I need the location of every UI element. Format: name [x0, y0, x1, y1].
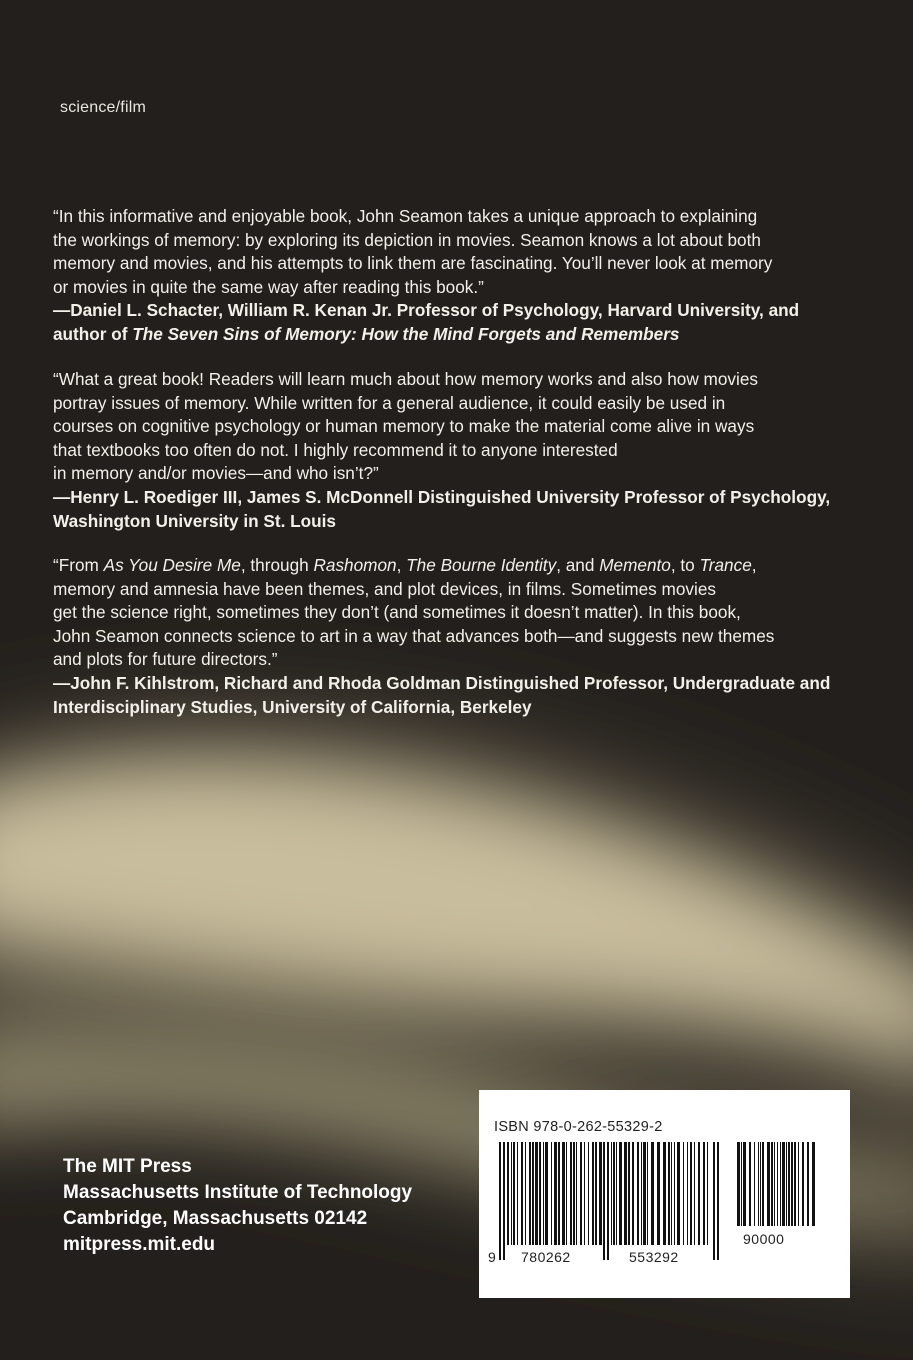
blurb-attribution-continued: Interdisciplinary Studies, University of California, Berkeley: [53, 696, 532, 717]
barcode-right-digits: 553292: [629, 1249, 679, 1265]
blurb-roediger: [53, 368, 853, 533]
barcode-bar: [539, 1142, 541, 1245]
isbn-label: ISBN 978-0-262-55329-2: [494, 1119, 663, 1135]
film-title: Trance: [699, 555, 752, 575]
blurb-attribution-continued: Washington University in St. Louis: [53, 510, 336, 531]
barcode-bar: [780, 1142, 781, 1226]
blurb-attribution: —John F. Kihlstrom, Richard and Rhoda Goldman Distinguished Professor, Undergraduate and: [53, 672, 831, 693]
barcode-bar: [503, 1142, 505, 1260]
film-title: Rashomon: [313, 555, 397, 575]
film-title: Memento: [599, 555, 671, 575]
barcode-bar: [807, 1142, 809, 1226]
barcode-lead-digit: 9: [488, 1249, 497, 1265]
blurb-line: in memory and/or movies—and who isn’t?”: [53, 463, 379, 484]
text-run: “From: [53, 555, 104, 575]
barcode-bar: [607, 1142, 609, 1260]
barcode-bar: [786, 1142, 787, 1226]
barcode-bar: [774, 1142, 775, 1226]
publisher-name: The MIT Press: [63, 1156, 192, 1177]
barcode-bar: [521, 1142, 523, 1245]
blurb-line: that textbooks too often do not. I highly recommend it to anyone interested: [53, 439, 618, 460]
barcode-bar: [743, 1142, 746, 1226]
barcode-image: [479, 1090, 850, 1298]
barcode-bar: [651, 1142, 654, 1245]
barcode-bar: [525, 1142, 526, 1245]
barcode-panel: [479, 1090, 850, 1298]
barcode-bar: [632, 1142, 634, 1245]
blurb-line: [53, 554, 853, 578]
text-run: , and: [556, 555, 600, 575]
barcode-bar: [543, 1142, 544, 1245]
barcode-bar: [595, 1142, 597, 1245]
publisher-block: [63, 1154, 412, 1258]
barcode-bar: [611, 1142, 612, 1245]
barcode-bar: [566, 1142, 567, 1245]
barcode-bar: [674, 1142, 675, 1245]
barcode-bar: [703, 1142, 705, 1245]
film-title: The Bourne Identity: [406, 555, 557, 575]
barcode-bar: [562, 1142, 565, 1245]
blurb-schacter: [53, 205, 853, 347]
barcode-bar: [545, 1142, 548, 1245]
barcode-bar: [668, 1142, 670, 1245]
barcode-bar: [628, 1142, 630, 1245]
barcode-bar: [683, 1142, 684, 1245]
barcode-bar: [573, 1142, 575, 1245]
barcode-bar: [616, 1142, 617, 1245]
blurb-line: courses on cognitive psychology or human memory to make the material come alive in ways: [53, 416, 755, 437]
barcode-bar: [694, 1142, 695, 1245]
barcode-bar: [570, 1142, 572, 1245]
barcode-bar: [637, 1142, 639, 1245]
barcode-bar: [794, 1142, 796, 1226]
text-run: ,: [396, 555, 407, 575]
blurb-line: the workings of memory: by exploring its depiction in movies. Seamon knows a lot about both: [53, 229, 761, 250]
category-label: science/film: [60, 99, 146, 116]
book-title: The Seven Sins of Memory: How the Mind Forgets and Remembers: [132, 323, 680, 344]
barcode-bar: [558, 1142, 560, 1245]
barcode-bar: [698, 1142, 700, 1245]
blurb-line: “What a great book! Readers will learn much about how memory works and also how movies: [53, 369, 758, 389]
barcode-bar: [798, 1142, 799, 1226]
barcode-bar: [599, 1142, 602, 1245]
barcode-bar: [511, 1142, 512, 1245]
blurb-attribution: —Henry L. Roediger III, James S. McDonnell Distinguished University Professor of Psychology,: [53, 486, 831, 507]
barcode-bar: [613, 1142, 615, 1245]
barcode-bar: [576, 1142, 577, 1245]
barcode-bar: [717, 1142, 719, 1260]
barcode-bar: [687, 1142, 688, 1245]
blurb-line: memory and amnesia have been themes, and plot devices, in films. Sometimes movies: [53, 578, 716, 599]
barcode-bar: [791, 1142, 793, 1226]
barcode-bar: [788, 1142, 790, 1226]
blurb-line: or movies in quite the same way after reading this book.”: [53, 276, 484, 297]
blurb-line: get the science right, sometimes they don’t (and sometimes it doesn’t matter). In this book,: [53, 602, 741, 623]
barcode-bar: [592, 1142, 594, 1245]
barcode-bar: [758, 1142, 759, 1226]
publisher-institution: Massachusetts Institute of Technology: [63, 1182, 413, 1203]
barcode-bar: [584, 1142, 585, 1245]
barcode-bar: [737, 1142, 740, 1226]
text-run: ,: [751, 555, 757, 575]
blurb-line: portray issues of memory. While written for a general audience, it could easily be used in: [53, 392, 726, 413]
barcode-bar: [588, 1142, 589, 1245]
barcode-bar: [647, 1142, 648, 1245]
barcode-bar: [513, 1142, 515, 1245]
barcode-bar: [707, 1142, 708, 1245]
blurb-line: “In this informative and enjoyable book, John Seamon takes a unique approach to explaining: [53, 206, 758, 226]
blurb-attribution-continued: [53, 323, 853, 347]
blurb-line: memory and movies, and his attempts to link them are fascinating. You’ll never look at memory: [53, 253, 773, 274]
barcode-bar: [760, 1142, 761, 1226]
barcode-bar: [657, 1142, 660, 1245]
barcode-bar: [554, 1142, 557, 1245]
publisher-city: Cambridge, Massachusetts 02142: [63, 1208, 368, 1229]
barcode-bar: [619, 1142, 622, 1245]
blurb-attribution: —Daniel L. Schacter, William R. Kenan Jr. Professor of Psychology, Harvard University, and: [53, 300, 800, 321]
publisher-website: mitpress.mit.edu: [63, 1234, 216, 1255]
barcode-bar: [663, 1142, 666, 1245]
barcode-bar: [749, 1142, 751, 1226]
barcode-addon-digits: 90000: [743, 1231, 785, 1247]
barcode-bar: [777, 1142, 778, 1226]
barcode-bar: [690, 1142, 692, 1245]
barcode-bar: [641, 1142, 642, 1245]
barcode-bar: [767, 1142, 770, 1226]
film-title: As You Desire Me: [103, 555, 241, 575]
barcode-bar: [741, 1142, 742, 1226]
barcode-bar: [535, 1142, 538, 1245]
barcode-bar: [671, 1142, 672, 1245]
barcode-bar: [812, 1142, 815, 1226]
barcode-bar: [580, 1142, 582, 1245]
barcode-bar: [529, 1142, 531, 1245]
blurb-line: John Seamon connects science to art in a way that advances both—and suggests new themes: [53, 625, 775, 646]
barcode-bar: [677, 1142, 680, 1245]
barcode-bar: [754, 1142, 755, 1226]
barcode-bar: [802, 1142, 804, 1226]
barcode-bar: [551, 1142, 552, 1245]
barcode-left-digits: 780262: [521, 1249, 571, 1265]
barcode-bar: [771, 1142, 773, 1226]
barcode-bar: [603, 1142, 605, 1260]
barcode-bar: [713, 1142, 715, 1260]
barcode-bar: [782, 1142, 785, 1226]
barcode-bar: [532, 1142, 534, 1245]
barcode-bar: [517, 1142, 518, 1245]
barcode-bar: [499, 1142, 501, 1260]
barcode-bar: [762, 1142, 764, 1226]
blurb-kihlstrom: [53, 554, 853, 719]
blurb-line: and plots for future directors.”: [53, 649, 278, 670]
barcode-bar: [624, 1142, 627, 1245]
attribution-prefix: author of: [53, 323, 133, 344]
text-run: , through: [240, 555, 314, 575]
barcode-bar: [643, 1142, 646, 1245]
text-run: , to: [670, 555, 700, 575]
barcode-bar: [507, 1142, 509, 1245]
